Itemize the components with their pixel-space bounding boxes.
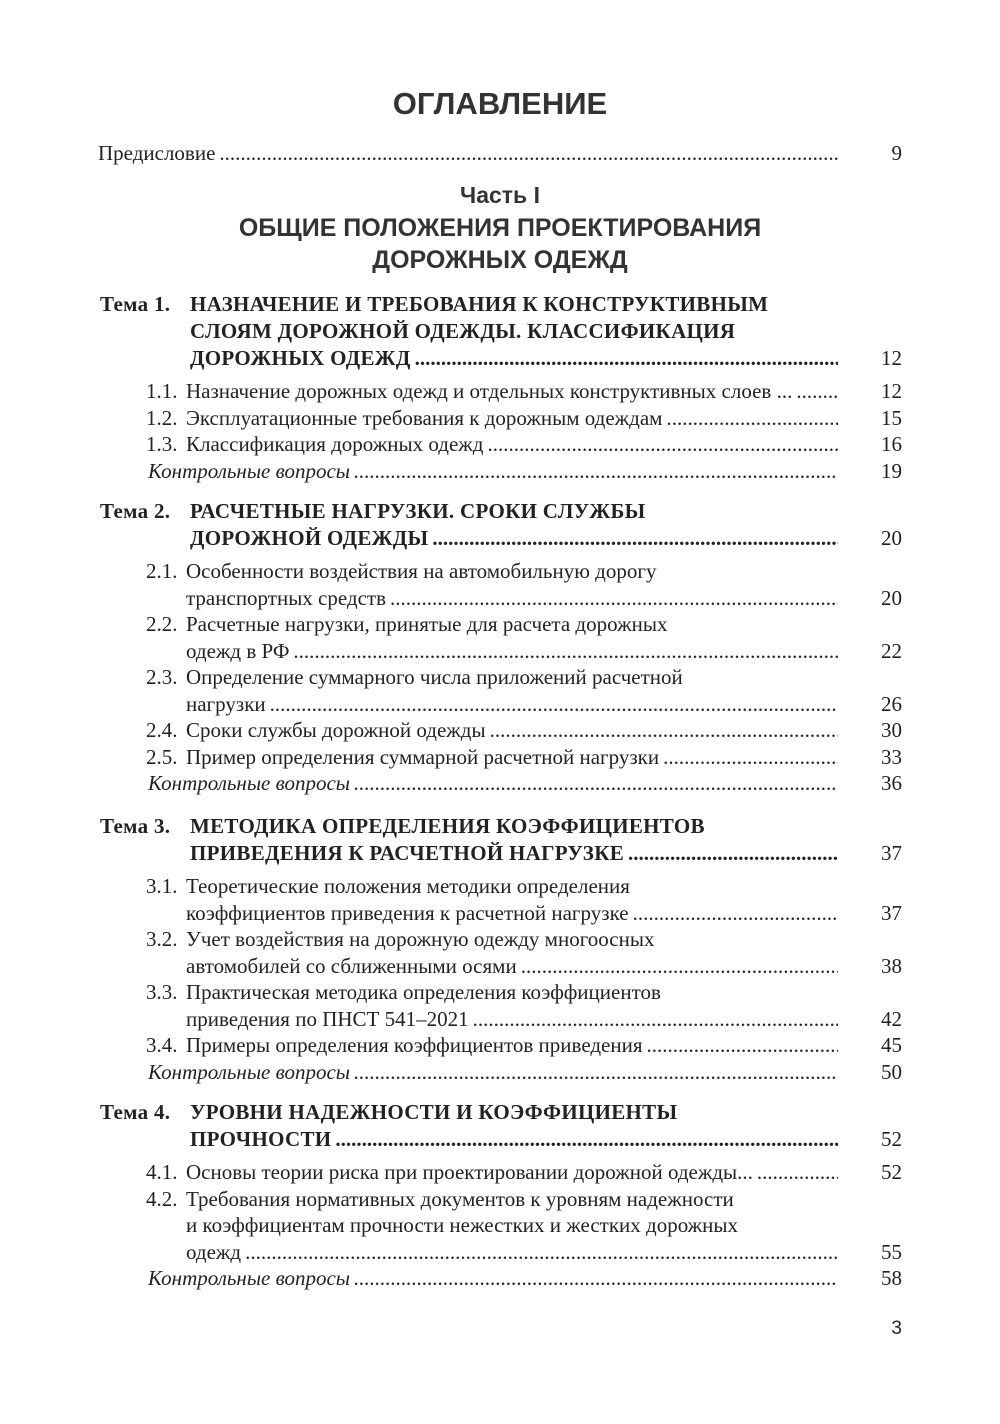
toc-section-line[interactable] xyxy=(0,584,1000,612)
entry-page: 19 xyxy=(881,458,902,483)
entry-page: 9 xyxy=(891,141,902,165)
section-number: 1.3. xyxy=(146,432,178,456)
questions-text: Контрольные вопросы ..... xyxy=(148,1264,838,1292)
topic-title: УРОВНИ НАДЕЖНОСТИ И КОЭФФИЦИЕНТЫ xyxy=(190,1100,678,1124)
toc-topic-line[interactable] xyxy=(0,317,1000,345)
toc-questions[interactable] xyxy=(0,1264,1000,1292)
toc-section-line[interactable] xyxy=(0,925,1000,953)
part-label: Часть I xyxy=(460,182,540,208)
toc-section-line[interactable] xyxy=(0,716,1000,744)
section-number: 1.2. xyxy=(146,405,178,430)
entry-page: 36 xyxy=(881,771,902,795)
entry-page: 42 xyxy=(881,1006,902,1031)
questions-text: Контрольные вопросы ..... xyxy=(148,769,838,797)
section-title: Теоретические положения методики определения xyxy=(186,874,630,898)
toc-section-line[interactable] xyxy=(0,377,1000,405)
section-title: Пример определения суммарной расчетной нагрузки ..... xyxy=(186,743,838,771)
entry-page: 45 xyxy=(881,1033,902,1057)
toc-section-line[interactable] xyxy=(0,743,1000,771)
topic-title: НАЗНАЧЕНИЕ И ТРЕБОВАНИЯ К КОНСТРУКТИВНЫМ xyxy=(190,292,769,316)
section-title: Классификация дорожных одежд ..... xyxy=(186,430,838,458)
questions-text: Контрольные вопросы ..... xyxy=(148,457,838,485)
section-title: нагрузки ..... xyxy=(186,690,838,718)
toc-questions[interactable] xyxy=(0,769,1000,797)
entry-text: Предисловие ..... xyxy=(98,139,838,167)
entry-page: 38 xyxy=(881,953,902,978)
toc-topic-line[interactable] xyxy=(0,290,1000,318)
toc-section-line[interactable] xyxy=(0,1185,1000,1213)
toc-questions[interactable] xyxy=(0,1058,1000,1086)
entry-page: 52 xyxy=(881,1127,902,1151)
section-title: Эксплуатационные требования к дорожным одеждам ..... xyxy=(186,404,838,432)
section-number: 2.3. xyxy=(146,665,178,689)
topic-title: МЕТОДИКА ОПРЕДЕЛЕНИЯ КОЭФФИЦИЕНТОВ xyxy=(190,814,705,838)
section-number: 3.3. xyxy=(146,980,178,1004)
part-title-line: ДОРОЖНЫХ ОДЕЖД xyxy=(372,246,628,274)
part-title xyxy=(0,212,1000,276)
section-number: 1.1. xyxy=(146,379,178,403)
entry-page: 37 xyxy=(881,841,902,865)
entry-page: 20 xyxy=(881,526,902,550)
entry-page: 12 xyxy=(881,346,902,370)
entry-page: 22 xyxy=(881,638,902,663)
entry-page: 50 xyxy=(881,1059,902,1084)
toc-section-line[interactable] xyxy=(0,952,1000,980)
toc-section-line[interactable] xyxy=(0,404,1000,432)
toc-section-line[interactable] xyxy=(0,1211,1000,1239)
entry-page: 16 xyxy=(881,432,902,456)
toc-section-line[interactable] xyxy=(0,1005,1000,1033)
section-title: Определение суммарного числа приложений расчетной xyxy=(186,665,683,689)
section-title: Назначение дорожных одежд и отдельных конструктивных слоев ... ..... xyxy=(186,377,838,405)
topic-title: ПРОЧНОСТИ ..... xyxy=(190,1125,838,1153)
section-number: 2.1. xyxy=(146,559,178,583)
section-title: Особенности воздействия на автомобильную дорогу xyxy=(186,559,657,583)
toc-topic-line[interactable] xyxy=(0,839,1000,867)
toc-topic-line[interactable] xyxy=(0,1125,1000,1153)
toc-section-line[interactable] xyxy=(0,1158,1000,1186)
section-title: Учет воздействия на дорожную одежду многоосных xyxy=(186,927,655,951)
topic-title: СЛОЯМ ДОРОЖНОЙ ОДЕЖДЫ. КЛАССИФИКАЦИЯ xyxy=(190,319,736,343)
toc-section-line[interactable] xyxy=(0,557,1000,585)
section-number: 2.4. xyxy=(146,718,178,742)
toc-section-line[interactable] xyxy=(0,1031,1000,1059)
section-title: коэффициентов приведения к расчетной нагрузке ..... xyxy=(186,899,838,927)
entry-page: 33 xyxy=(881,744,902,769)
toc-section-line[interactable] xyxy=(0,690,1000,718)
section-title: Сроки службы дорожной одежды ..... xyxy=(186,716,838,744)
toc-topic-line[interactable] xyxy=(0,344,1000,372)
section-title: Требования нормативных документов к уровням надежности xyxy=(186,1186,734,1211)
entry-page: 52 xyxy=(881,1160,902,1184)
section-number: 4.1. xyxy=(146,1160,178,1184)
entry-page: 55 xyxy=(881,1239,902,1264)
section-number: 2.2. xyxy=(146,612,178,636)
toc-topic-line[interactable] xyxy=(0,812,1000,840)
entry-page: 15 xyxy=(881,405,902,430)
topic-label: Тема 3. xyxy=(100,814,171,838)
toc-section-line[interactable] xyxy=(0,1238,1000,1266)
part-title-line: ОБЩИЕ ПОЛОЖЕНИЯ ПРОЕКТИРОВАНИЯ xyxy=(238,214,762,242)
toc-section-line[interactable] xyxy=(0,978,1000,1006)
toc-section-line[interactable] xyxy=(0,430,1000,458)
toc-questions[interactable] xyxy=(0,457,1000,485)
toc-section-line[interactable] xyxy=(0,872,1000,900)
section-title: Практическая методика определения коэффициентов xyxy=(186,980,661,1004)
section-title: автомобилей со сближенными осями ..... xyxy=(186,952,838,980)
entry-page: 26 xyxy=(881,691,902,716)
section-title: одежд ..... xyxy=(186,1238,838,1266)
section-number: 4.2. xyxy=(146,1186,178,1211)
section-title: транспортных средств ..... xyxy=(186,584,838,612)
topic-title: ДОРОЖНОЙ ОДЕЖДЫ ..... xyxy=(190,524,838,552)
toc-section-line[interactable] xyxy=(0,637,1000,665)
entry-page: 20 xyxy=(881,585,902,610)
topic-title: РАСЧЕТНЫЕ НАГРУЗКИ. СРОКИ СЛУЖБЫ xyxy=(190,499,646,523)
section-number: 3.1. xyxy=(146,874,178,898)
entry-page: 12 xyxy=(881,379,902,403)
questions-text: Контрольные вопросы ..... xyxy=(148,1058,838,1086)
entry-page: 58 xyxy=(881,1266,902,1290)
section-number: 3.4. xyxy=(146,1033,178,1057)
page-number: 3 xyxy=(891,1318,902,1339)
entry-page: 37 xyxy=(881,900,902,925)
toc-entry-preface[interactable] xyxy=(0,139,1000,167)
section-title: приведения по ПНСТ 541–2021 ..... xyxy=(186,1005,838,1033)
entry-page: 30 xyxy=(881,718,902,742)
topic-label: Тема 4. xyxy=(100,1100,171,1124)
toc-section-line[interactable] xyxy=(0,899,1000,927)
toc-topic-line[interactable] xyxy=(0,524,1000,552)
toc-topic-line[interactable] xyxy=(0,1098,1000,1126)
section-title: и коэффициентам прочности нежестких и жестких дорожных xyxy=(186,1213,739,1237)
toc-section-line[interactable] xyxy=(0,610,1000,638)
page-title: ОГЛАВЛЕНИЕ xyxy=(392,86,608,121)
topic-title: ПРИВЕДЕНИЯ К РАСЧЕТНОЙ НАГРУЗКЕ ..... xyxy=(190,839,838,867)
section-title: Примеры определения коэффициентов приведения ..... xyxy=(186,1031,838,1059)
toc-section-line[interactable] xyxy=(0,663,1000,691)
section-title: Основы теории риска при проектировании дорожной одежды... ..... xyxy=(186,1158,838,1186)
section-number: 2.5. xyxy=(146,744,178,769)
section-number: 3.2. xyxy=(146,927,178,951)
topic-title: ДОРОЖНЫХ ОДЕЖД ..... xyxy=(190,344,838,372)
toc-topic-line[interactable] xyxy=(0,497,1000,525)
topic-label: Тема 1. xyxy=(100,292,171,316)
section-title: Расчетные нагрузки, принятые для расчета дорожных xyxy=(186,612,668,636)
topic-label: Тема 2. xyxy=(100,499,171,523)
section-title: одежд в РФ ..... xyxy=(186,637,838,665)
